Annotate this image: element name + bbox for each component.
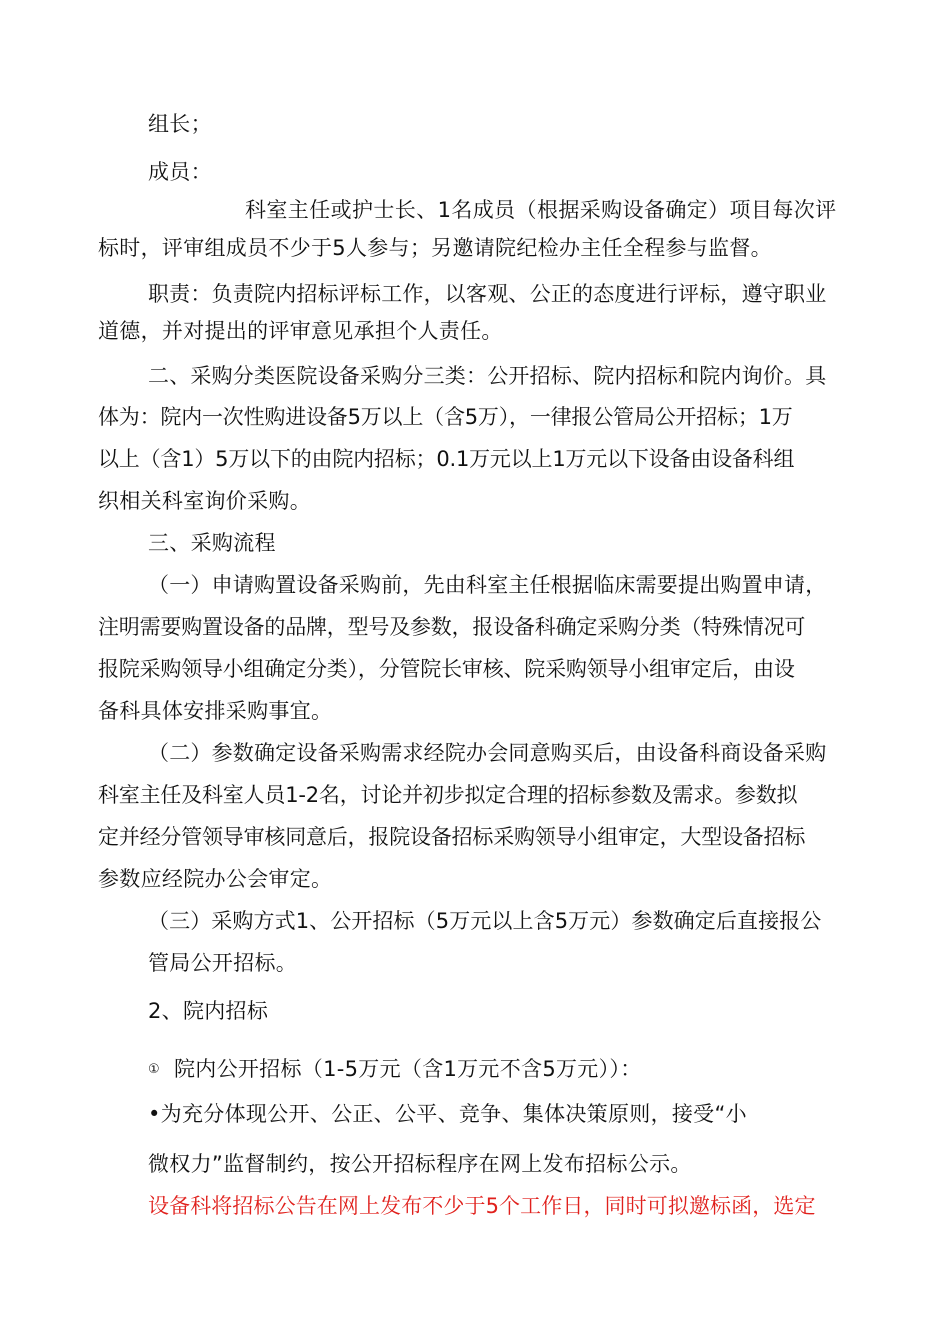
text-line: 定并经分管领导审核同意后，报院设备招标采购领导小组审定，大型设备招标 (98, 825, 806, 849)
text-line: 道德，并对提出的评审意见承担个人责任。 (98, 319, 503, 343)
highlighted-text-line: 设备科将招标公告在网上发布不少于5个工作日，同时可拟邀标函，选定 (148, 1194, 816, 1218)
text-line: （三）采购方式1、公开招标（5万元以上含5万元）参数确定后直接报公 (148, 909, 822, 933)
text-line: 二、采购分类医院设备采购分三类：公开招标、院内招标和院内询价。具 (148, 364, 827, 388)
text-line: 标时，评审组成员不少于5人参与；另邀请院纪检办主任全程参与监督。 (98, 236, 772, 260)
text-line: 组长； (148, 112, 212, 136)
text-line: 报院采购领导小组确定分类），分管院长审核、院采购领导小组审定后，由设 (98, 657, 795, 681)
numbered-item-text: 院内公开招标（1-5万元（含1万元不含5万元））： (173, 1057, 642, 1081)
bullet-line: •为充分体现公开、公正、公平、竞争、集体决策原则，接受“小 (148, 1102, 747, 1126)
text-line: 2、院内招标 (148, 999, 269, 1023)
text-line: 管局公开招标。 (148, 951, 298, 975)
text-line: 注明需要购置设备的品牌，型号及参数，报设备科确定采购分类（特殊情况可 (98, 615, 806, 639)
text-line: 体为：院内一次性购进设备5万以上（含5万），一律报公管局公开招标；1万 (98, 405, 793, 429)
text-line: （二）参数确定设备采购需求经院办会同意购买后，由设备科商设备采购 (148, 741, 827, 765)
text-line: 科室主任及科室人员1-2名，讨论并初步拟定合理的招标参数及需求。参数拟 (98, 783, 798, 807)
text-line: 微权力”监督制约，按公开招标程序在网上发布招标公示。 (148, 1152, 692, 1176)
text-line: 备科具体安排采购事宜。 (98, 699, 333, 723)
text-line: 成员： (148, 160, 212, 184)
text-line: 参数应经院办公会审定。 (98, 867, 333, 891)
text-line: 职责：负责院内招标评标工作，以客观、公正的态度进行评标，遵守职业 (148, 282, 827, 306)
circled-number-icon: ① (148, 1062, 160, 1077)
numbered-item (148, 1055, 642, 1084)
text-line: 以上（含1）5万以下的由院内招标；0.1万元以上1万元以下设备由设备科组 (98, 447, 795, 471)
section-heading: 三、采购流程 (148, 531, 276, 555)
text-line: 织相关科室询价采购。 (98, 489, 311, 513)
text-line: 科室主任或护士长、1名成员（根据采购设备确定）项目每次评 (245, 198, 837, 222)
text-line: （一）申请购置设备采购前，先由科室主任根据临床需要提出购置申请， (148, 573, 827, 597)
